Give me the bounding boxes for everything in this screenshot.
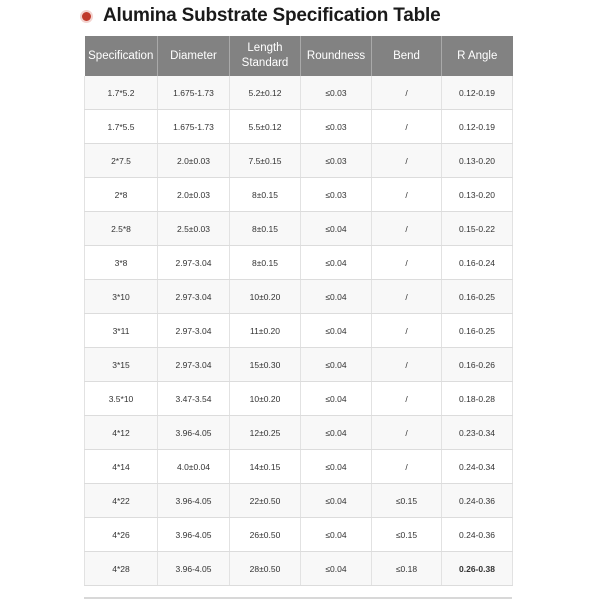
header-row <box>85 36 513 76</box>
cell-length: 10±0.20 <box>230 280 301 314</box>
cell-length: 5.5±0.12 <box>230 110 301 144</box>
cell-specification: 4*12 <box>85 416 158 450</box>
cell-specification: 3*15 <box>85 348 158 382</box>
cell-bend: / <box>372 280 442 314</box>
table-row <box>85 110 513 144</box>
cell-specification: 4*26 <box>85 518 158 552</box>
page-title: Alumina Substrate Specification Table <box>103 5 441 26</box>
cell-diameter: 4.0±0.04 <box>158 450 230 484</box>
cell-diameter: 2.97-3.04 <box>158 348 230 382</box>
cell-roundness: ≤0.04 <box>301 552 372 586</box>
cell-length: 7.5±0.15 <box>230 144 301 178</box>
cell-bend: ≤0.15 <box>372 484 442 518</box>
cell-bend: / <box>372 416 442 450</box>
cell-r-angle: 0.23-0.34 <box>442 416 513 450</box>
table-row <box>85 552 513 586</box>
cell-r-angle: 0.12-0.19 <box>442 110 513 144</box>
cell-length: 8±0.15 <box>230 212 301 246</box>
cell-bend: / <box>372 450 442 484</box>
table-row <box>85 144 513 178</box>
cell-diameter: 2.5±0.03 <box>158 212 230 246</box>
cell-specification: 1.7*5.2 <box>85 76 158 110</box>
table-row <box>85 450 513 484</box>
cell-length: 28±0.50 <box>230 552 301 586</box>
cell-r-angle: 0.16-0.25 <box>442 314 513 348</box>
col-header-specification: Specification <box>85 36 158 76</box>
cell-bend: / <box>372 348 442 382</box>
table-row <box>85 416 513 450</box>
cell-diameter: 2.97-3.04 <box>158 246 230 280</box>
table-row <box>85 246 513 280</box>
cell-diameter: 3.96-4.05 <box>158 518 230 552</box>
cell-length: 22±0.50 <box>230 484 301 518</box>
table-row <box>85 76 513 110</box>
col-header-r-angle: R Angle <box>442 36 513 76</box>
col-header-bend: Bend <box>372 36 442 76</box>
cell-length: 26±0.50 <box>230 518 301 552</box>
table-row <box>85 518 513 552</box>
table-row <box>85 212 513 246</box>
cell-length: 8±0.15 <box>230 246 301 280</box>
spec-table <box>84 36 513 586</box>
cell-bend: ≤0.18 <box>372 552 442 586</box>
cell-roundness: ≤0.04 <box>301 280 372 314</box>
cell-length: 12±0.25 <box>230 416 301 450</box>
cell-roundness: ≤0.04 <box>301 450 372 484</box>
cell-roundness: ≤0.04 <box>301 382 372 416</box>
table-row <box>85 348 513 382</box>
table-row <box>85 280 513 314</box>
cell-bend: / <box>372 314 442 348</box>
cell-r-angle: 0.16-0.26 <box>442 348 513 382</box>
cell-r-angle: 0.13-0.20 <box>442 144 513 178</box>
cell-specification: 4*14 <box>85 450 158 484</box>
cell-specification: 3*11 <box>85 314 158 348</box>
cell-specification: 3.5*10 <box>85 382 158 416</box>
cell-roundness: ≤0.04 <box>301 518 372 552</box>
col-header-roundness: Roundness <box>301 36 372 76</box>
cell-specification: 3*8 <box>85 246 158 280</box>
cell-r-angle: 0.24-0.36 <box>442 518 513 552</box>
cell-r-angle: 0.16-0.25 <box>442 280 513 314</box>
cell-length: 5.2±0.12 <box>230 76 301 110</box>
cell-bend: ≤0.15 <box>372 518 442 552</box>
cell-roundness: ≤0.04 <box>301 484 372 518</box>
cell-diameter: 2.97-3.04 <box>158 280 230 314</box>
cell-diameter: 3.47-3.54 <box>158 382 230 416</box>
cell-r-angle: 0.13-0.20 <box>442 178 513 212</box>
cell-r-angle: 0.16-0.24 <box>442 246 513 280</box>
table-row <box>85 484 513 518</box>
cell-bend: / <box>372 110 442 144</box>
cell-roundness: ≤0.03 <box>301 144 372 178</box>
cell-diameter: 2.0±0.03 <box>158 178 230 212</box>
cell-r-angle: 0.15-0.22 <box>442 212 513 246</box>
cell-specification: 1.7*5.5 <box>85 110 158 144</box>
cell-roundness: ≤0.04 <box>301 212 372 246</box>
bottom-divider <box>84 597 512 599</box>
table-row <box>85 314 513 348</box>
cell-diameter: 3.96-4.05 <box>158 484 230 518</box>
cell-specification: 4*28 <box>85 552 158 586</box>
cell-bend: / <box>372 76 442 110</box>
cell-specification: 2*7.5 <box>85 144 158 178</box>
cell-diameter: 1.675-1.73 <box>158 110 230 144</box>
table-row <box>85 382 513 416</box>
red-dot-icon <box>82 12 91 21</box>
cell-diameter: 2.0±0.03 <box>158 144 230 178</box>
cell-roundness: ≤0.03 <box>301 76 372 110</box>
cell-specification: 4*22 <box>85 484 158 518</box>
title-row <box>82 2 441 30</box>
cell-r-angle: 0.12-0.19 <box>442 76 513 110</box>
cell-r-angle: 0.24-0.36 <box>442 484 513 518</box>
table-row <box>85 178 513 212</box>
cell-bend: / <box>372 212 442 246</box>
cell-length: 10±0.20 <box>230 382 301 416</box>
cell-length: 15±0.30 <box>230 348 301 382</box>
cell-roundness: ≤0.04 <box>301 348 372 382</box>
cell-specification: 3*10 <box>85 280 158 314</box>
cell-diameter: 2.97-3.04 <box>158 314 230 348</box>
cell-diameter: 3.96-4.05 <box>158 552 230 586</box>
cell-r-angle: 0.26-0.38 <box>442 552 513 586</box>
cell-length: 11±0.20 <box>230 314 301 348</box>
cell-bend: / <box>372 178 442 212</box>
cell-diameter: 3.96-4.05 <box>158 416 230 450</box>
col-header-diameter: Diameter <box>158 36 230 76</box>
col-header-length-standard <box>230 36 301 76</box>
cell-roundness: ≤0.04 <box>301 246 372 280</box>
cell-length: 14±0.15 <box>230 450 301 484</box>
cell-roundness: ≤0.03 <box>301 110 372 144</box>
cell-specification: 2*8 <box>85 178 158 212</box>
cell-length: 8±0.15 <box>230 178 301 212</box>
cell-diameter: 1.675-1.73 <box>158 76 230 110</box>
cell-roundness: ≤0.03 <box>301 178 372 212</box>
cell-bend: / <box>372 382 442 416</box>
cell-roundness: ≤0.04 <box>301 416 372 450</box>
cell-bend: / <box>372 246 442 280</box>
cell-r-angle: 0.24-0.34 <box>442 450 513 484</box>
cell-bend: / <box>372 144 442 178</box>
cell-roundness: ≤0.04 <box>301 314 372 348</box>
cell-r-angle: 0.18-0.28 <box>442 382 513 416</box>
col-header-length-standard-label: Length Standard <box>241 42 289 69</box>
cell-specification: 2.5*8 <box>85 212 158 246</box>
